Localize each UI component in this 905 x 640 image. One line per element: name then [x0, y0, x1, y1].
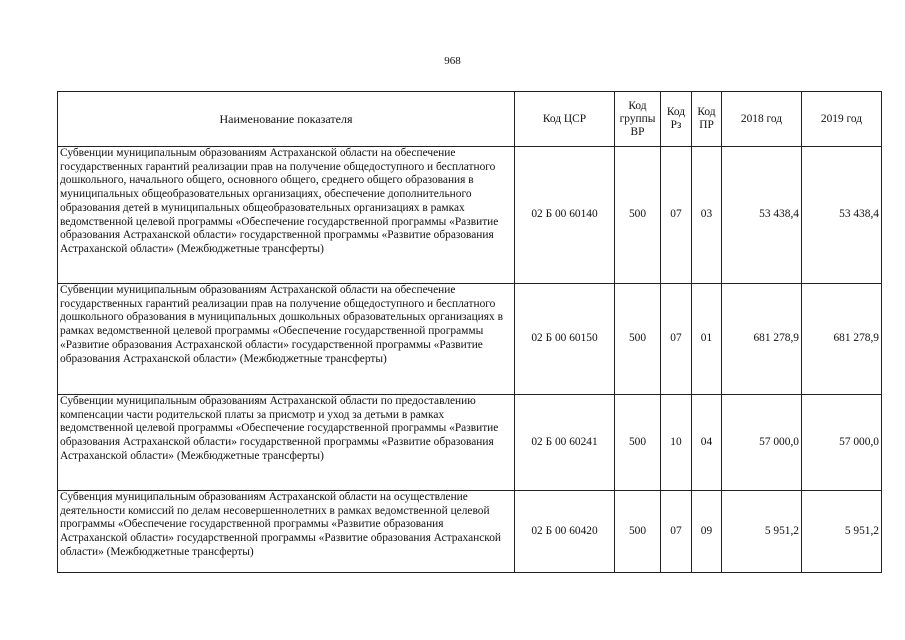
header-2018: 2018 год — [722, 92, 802, 147]
row-2018: 681 278,9 — [722, 284, 802, 395]
page-number: 968 — [444, 55, 461, 67]
header-2019: 2019 год — [802, 92, 882, 147]
row-pr: 09 — [692, 491, 722, 573]
row-csr: 02 Б 00 60241 — [515, 395, 615, 491]
row-2019: 53 438,4 — [802, 147, 882, 284]
row-vr: 500 — [615, 491, 661, 573]
row-rz: 07 — [661, 147, 692, 284]
row-pr: 04 — [692, 395, 722, 491]
row-2018: 53 438,4 — [722, 147, 802, 284]
row-vr: 500 — [615, 147, 661, 284]
header-rz: Код Рз — [661, 92, 692, 147]
header-name: Наименование показателя — [58, 92, 515, 147]
row-2019: 5 951,2 — [802, 491, 882, 573]
row-rz: 07 — [661, 491, 692, 573]
row-name: Субвенции муниципальным образованиям Астраханской области по предоставлению компенсации части родительской платы за присмотр и уход за детьми в рамках ведомственной целевой программы «Обеспечение государственной программы «Развитие образования Астраханской области» государственной программы «Развитие образования Астраханской области» (Межбюджетные трансферты) — [58, 395, 515, 491]
row-pr: 01 — [692, 284, 722, 395]
row-name: Субвенции муниципальным образованиям Астраханской области на обеспечение государственных гарантий реализации прав на получение общедоступного и бесплатного дошкольного образования в муниципальных дошкольных образовательных организациях в рамках ведомственной целевой программы «Обеспечение государственной программы «Развитие образования Астраханской области» государственной программы «Развитие образования Астраханской области» (Межбюджетные трансферты) — [58, 284, 515, 395]
row-vr: 500 — [615, 284, 661, 395]
row-name: Субвенции муниципальным образованиям Астраханской области на обеспечение государственных гарантий реализации прав на получение общедоступного и бесплатного дошкольного, начального общего, основного общего, среднего общего образования в муниципальных общеобразовательных организациях, обеспечение дополнительного образования детей в муниципальных общеобразовательных организациях в рамках ведомственной целевой программы «Обеспечение государственной программы «Развитие образования Астраханской области» государственной программы «Развитие образования Астраханской области» (Межбюджетные трансферты) — [58, 147, 515, 284]
header-csr: Код ЦСР — [515, 92, 615, 147]
row-rz: 10 — [661, 395, 692, 491]
row-vr: 500 — [615, 395, 661, 491]
table-row — [58, 491, 882, 573]
budget-table — [57, 91, 882, 573]
row-2019: 57 000,0 — [802, 395, 882, 491]
header-vr: Код группы ВР — [615, 92, 661, 147]
row-csr: 02 Б 00 60140 — [515, 147, 615, 284]
table-row — [58, 147, 882, 284]
header-row — [58, 92, 882, 147]
row-csr: 02 Б 00 60150 — [515, 284, 615, 395]
table-row — [58, 395, 882, 491]
row-2018: 5 951,2 — [722, 491, 802, 573]
row-2019: 681 278,9 — [802, 284, 882, 395]
table-row — [58, 284, 882, 395]
header-pr: Код ПР — [692, 92, 722, 147]
row-name: Субвенция муниципальным образованиям Астраханской области на осуществление деятельности комиссий по делам несовершеннолетних в рамках ведомственной целевой программы «Обеспечение государственной программы «Развитие образования Астраханской области» государственной программы «Развитие образования Астраханской области» (Межбюджетные трансферты) — [58, 491, 515, 573]
row-pr: 03 — [692, 147, 722, 284]
row-rz: 07 — [661, 284, 692, 395]
row-2018: 57 000,0 — [722, 395, 802, 491]
row-csr: 02 Б 00 60420 — [515, 491, 615, 573]
